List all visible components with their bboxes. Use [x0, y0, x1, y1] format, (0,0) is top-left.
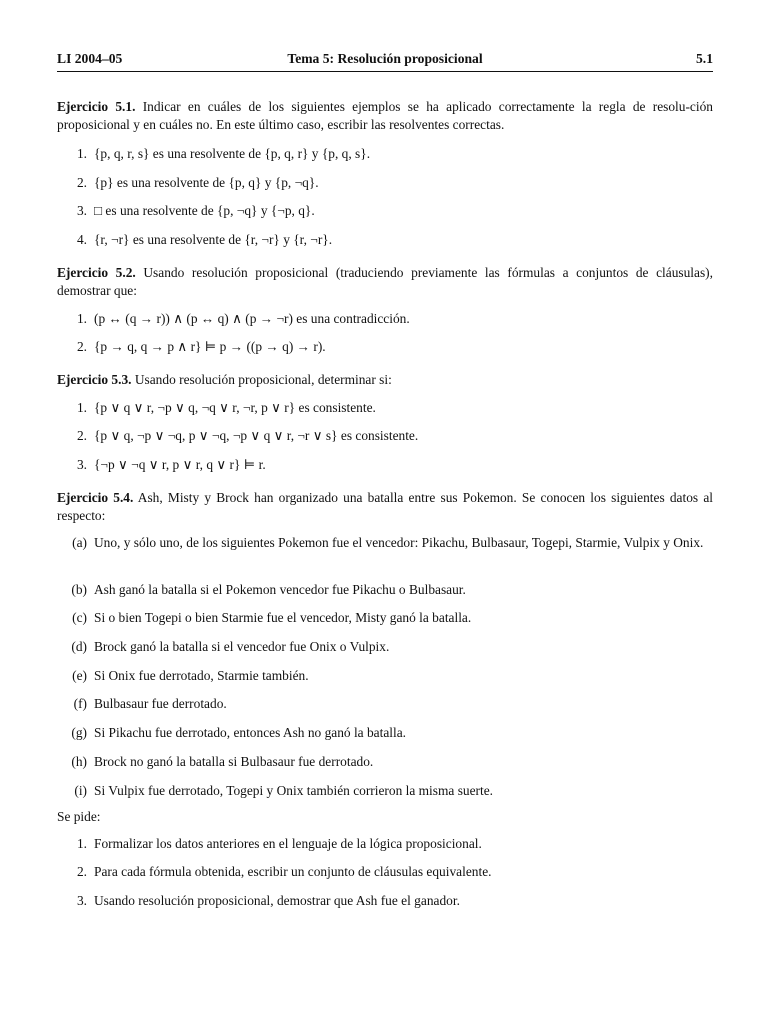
- item-text: Brock ganó la batalla si el vencedor fue Onix o Vulpix.: [94, 639, 390, 654]
- item-text: Uno, y sólo uno, de los siguientes Pokemon fue el vencedor: Pikachu, Bulbasaur, Togepi, Starmie, Vulpix y Onix.: [94, 535, 704, 550]
- item-text: □ es una resolvente de {p, ¬q} y {¬p, q}.: [94, 203, 315, 218]
- item-text: Brock no ganó la batalla si Bulbasaur fue derrotado.: [94, 754, 374, 769]
- item-text: Ash ganó la batalla si el Pokemon vencedor fue Pikachu o Bulbasaur.: [94, 582, 466, 597]
- exercise-5-1-statement: [57, 98, 713, 134]
- item-text: Para cada fórmula obtenida, escribir un conjunto de cláusulas equivalente.: [94, 864, 492, 879]
- item-number: 3.: [76, 893, 87, 908]
- item-text: Bulbasaur fue derrotado.: [94, 696, 227, 711]
- item-text: {p} es una resolvente de {p, q} y {p, ¬q}.: [94, 175, 319, 190]
- item-number: 2.: [76, 175, 87, 190]
- item-number: 3.: [76, 457, 87, 472]
- exercise-5-4-statement: [57, 489, 713, 525]
- header-page-number: 5.1: [696, 51, 713, 66]
- exercise-title: Ejercicio 5.4.: [57, 490, 134, 505]
- item-label: (d): [71, 639, 87, 654]
- item-label: (a): [72, 535, 87, 550]
- item-label: (h): [71, 754, 87, 769]
- item-number: 2.: [76, 428, 87, 443]
- item-number: 2.: [76, 339, 87, 354]
- exercise-title: Ejercicio 5.3.: [57, 372, 132, 387]
- item-text: (p ↔ (q → r)) ∧ (p ↔ q) ∧ (p → ¬r) es una contradicción.: [94, 311, 410, 326]
- item-label: (g): [71, 725, 87, 740]
- item-label: (i): [74, 783, 87, 798]
- item-number: 1.: [76, 146, 87, 161]
- exercise-title: Ejercicio 5.1.: [57, 99, 136, 114]
- item-number: 1.: [76, 400, 87, 415]
- item-number: 4.: [76, 232, 87, 247]
- page-header: [57, 50, 713, 70]
- item-text: Si o bien Togepi o bien Starmie fue el vencedor, Misty ganó la batalla.: [94, 610, 472, 625]
- item-text: {r, ¬r} es una resolvente de {r, ¬r} y {r, ¬r}.: [94, 232, 333, 247]
- header-rule: [57, 71, 713, 72]
- item-number: 2.: [76, 864, 87, 879]
- item-text: {p ∨ q, ¬p ∨ ¬q, p ∨ ¬q, ¬p ∨ q ∨ r, ¬r ∨ s} es consistente.: [94, 428, 419, 443]
- item-text: Si Vulpix fue derrotado, Togepi y Onix también corrieron la misma suerte.: [94, 783, 494, 798]
- exercise-title: Ejercicio 5.2.: [57, 265, 136, 280]
- item-text: Usando resolución proposicional, demostrar que Ash fue el ganador.: [94, 893, 460, 908]
- item-label: (e): [72, 668, 87, 683]
- header-course: LI 2004–05: [57, 51, 123, 66]
- item-text: {¬p ∨ ¬q ∨ r, p ∨ r, q ∨ r} ⊨ r.: [94, 457, 266, 472]
- header-topic: Tema 5: Resolución proposicional: [287, 51, 483, 66]
- item-text: {p, q, r, s} es una resolvente de {p, q, r} y {p, q, s}.: [94, 146, 371, 161]
- se-pide-label: Se pide:: [57, 809, 101, 824]
- item-text: Formalizar los datos anteriores en el lenguaje de la lógica proposicional.: [94, 836, 482, 851]
- item-text: {p → q, q → p ∧ r} ⊨ p → ((p → q) → r).: [94, 339, 326, 354]
- item-number: 3.: [76, 203, 87, 218]
- item-label: (f): [73, 696, 87, 711]
- item-text: {p ∨ q ∨ r, ¬p ∨ q, ¬q ∨ r, ¬r, p ∨ r} es consistente.: [94, 400, 376, 415]
- item-number: 1.: [76, 311, 87, 326]
- item-text: Si Pikachu fue derrotado, entonces Ash no ganó la batalla.: [94, 725, 406, 740]
- exercise-text: Usando resolución proposicional, determinar si:: [134, 372, 392, 387]
- exercise-text: Ash, Misty y Brock han organizado una batalla entre sus Pokemon. Se conocen los siguientes datos al respecto:: [57, 490, 713, 523]
- exercise-text: Usando resolución proposicional (traduciendo previamente las fórmulas a conjuntos de cláusulas), demostrar que:: [57, 265, 713, 298]
- exercise-5-3-statement: [57, 371, 713, 389]
- item-label: (b): [71, 582, 87, 597]
- exercise-text: Indicar en cuáles de los siguientes ejemplos se ha aplicado correctamente la regla de resolu-ción proposicional y en cuáles no. En este último caso, escribir las resolventes correctas.: [57, 99, 713, 132]
- item-text: Si Onix fue derrotado, Starmie también.: [94, 668, 309, 683]
- item-number: 1.: [76, 836, 87, 851]
- exercise-5-2-statement: [57, 264, 713, 300]
- item-label: (c): [72, 610, 87, 625]
